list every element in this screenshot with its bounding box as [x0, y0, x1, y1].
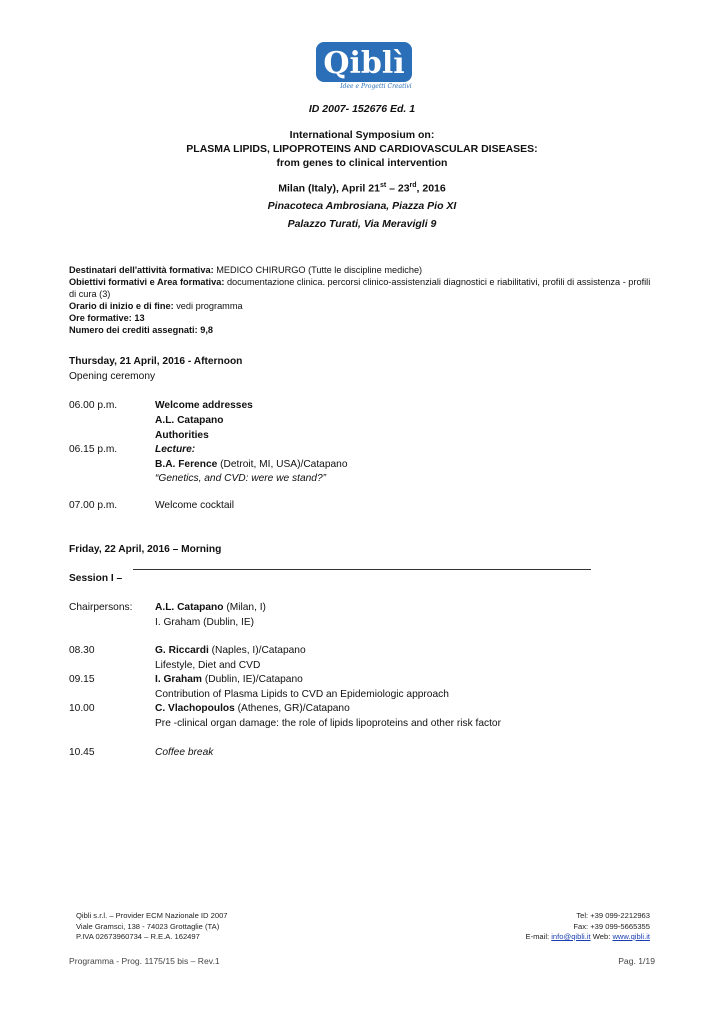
day1-cocktail: Welcome cocktail — [155, 500, 235, 511]
day1-catapano: A.L. Catapano — [155, 415, 224, 426]
meta-crediti: Numero dei crediti assegnati: 9,8 — [69, 325, 213, 335]
event-date — [0, 182, 724, 195]
talk-3-title: Pre -clinical organ damage: the role of lipids lipoproteins and other risk factor — [155, 718, 501, 729]
footer-company — [76, 911, 228, 943]
day1-authorities: Authorities — [155, 430, 209, 441]
venue-line-1: Pinacoteca Ambrosiana, Piazza Pio XI — [267, 200, 457, 212]
meta-destinatari: Destinatari dell'attività formativa: MEDICO CHIRURGO (Tutte le discipline mediche) — [69, 265, 423, 275]
symposium-title: PLASMA LIPIDS, LIPOPROTEINS AND CARDIOVASCULAR DISEASES: — [186, 143, 538, 155]
chair-2: I. Graham (Dublin, IE) — [155, 617, 255, 628]
meta-orario: Orario di inizio e di fine: vedi programma — [69, 301, 243, 311]
course-meta — [69, 264, 659, 336]
email-link[interactable]: info@qibli.it — [551, 932, 591, 941]
meta-ore: Ore formative: 13 — [69, 313, 145, 323]
day1-lecture-title: “Genetics, and CVD: were we stand?” — [155, 473, 326, 484]
symposium-intro: International Symposium on: — [289, 129, 435, 141]
day2-time-3: 10.00 — [69, 703, 95, 714]
day1-opening: Opening ceremony — [69, 371, 156, 382]
talk-1-speaker: G. Riccardi (Naples, I)/Catapano — [155, 645, 306, 656]
id-line: ID 2007- 152676 Ed. 1 — [308, 103, 416, 115]
coffee-break: Coffee break — [155, 747, 214, 758]
day1-speaker: B.A. Ference (Detroit, MI, USA)/Catapano — [155, 459, 348, 470]
talk-1-title: Lifestyle, Diet and CVD — [155, 660, 261, 671]
program-ref: Programma - Prog. 1175/15 bis – Rev.1 — [69, 956, 220, 966]
chair-1: A.L. Catapano (Milan, I) — [155, 602, 266, 613]
talk-2-title: Contribution of Plasma Lipids to CVD an Epidemiologic approach — [155, 689, 449, 700]
date-sup-2: rd — [409, 182, 417, 189]
day1-time-2: 06.15 p.m. — [69, 444, 118, 455]
footer-contacts — [526, 911, 651, 943]
footer-address: Viale Gramsci, 138 - 74023 Grottaglie (TA) — [76, 921, 220, 931]
page-number: Pag. 1/19 — [618, 956, 655, 966]
day2-time-1: 08.30 — [69, 645, 95, 656]
footer-provider: Qibli s.r.l. – Provider ECM Nazionale ID 2007 — [76, 911, 228, 920]
day1-lecture-label: Lecture: — [155, 444, 196, 455]
meta-obiettivi: Obiettivi formativi e Area formativa: documentazione clinica. percorsi clinico-assistenziali diagnostici e riabilitativi, profili di assistenza - profili di cura (3) — [69, 277, 651, 299]
web-link[interactable]: www.qibli.it — [612, 932, 650, 941]
footer-vat: P.IVA 02673960734 – R.E.A. 162497 — [76, 932, 200, 941]
venue-line-2: Palazzo Turati, Via Meravigli 9 — [287, 218, 437, 230]
qibli-logo — [316, 40, 412, 90]
date-start: Milan (Italy), April 21 — [278, 182, 380, 195]
footer-email-web: E-mail: info@qibli.it Web: www.qibli.it — [525, 932, 650, 941]
date-end: – 23 — [386, 182, 410, 195]
day1-time-3: 07.00 p.m. — [69, 500, 118, 511]
date-year: , 2016 — [416, 182, 446, 195]
chair-label: Chairpersons: — [69, 602, 133, 613]
talk-3-speaker: C. Vlachopoulos (Athenes, GR)/Catapano — [155, 703, 350, 714]
qibli-logo-graphic — [316, 40, 412, 90]
day2-session: Session I – — [69, 573, 123, 584]
footer-fax: Fax: +39 099-5665355 — [573, 921, 650, 931]
symposium-subtitle: from genes to clinical intervention — [276, 157, 448, 169]
day2-time-2: 09.15 — [69, 674, 95, 685]
talk-2-speaker: I. Graham (Dublin, IE)/Catapano — [155, 674, 303, 685]
date-sup-1: st — [379, 182, 387, 189]
day1-heading: Thursday, 21 April, 2016 - Afternoon — [69, 356, 243, 367]
footer-tel: Tel: +39 099-2212963 — [576, 911, 650, 920]
day2-heading: Friday, 22 April, 2016 – Morning — [69, 544, 222, 555]
day2-time-4: 10.45 — [69, 747, 95, 758]
section-divider — [133, 569, 591, 570]
day1-time-1: 06.00 p.m. — [69, 400, 118, 411]
day1-welcome: Welcome addresses — [155, 400, 253, 411]
svg-text:Qiblì: Qiblì — [323, 46, 405, 81]
svg-text:Idee e Progetti Creativi: Idee e Progetti Creativi — [340, 83, 412, 90]
